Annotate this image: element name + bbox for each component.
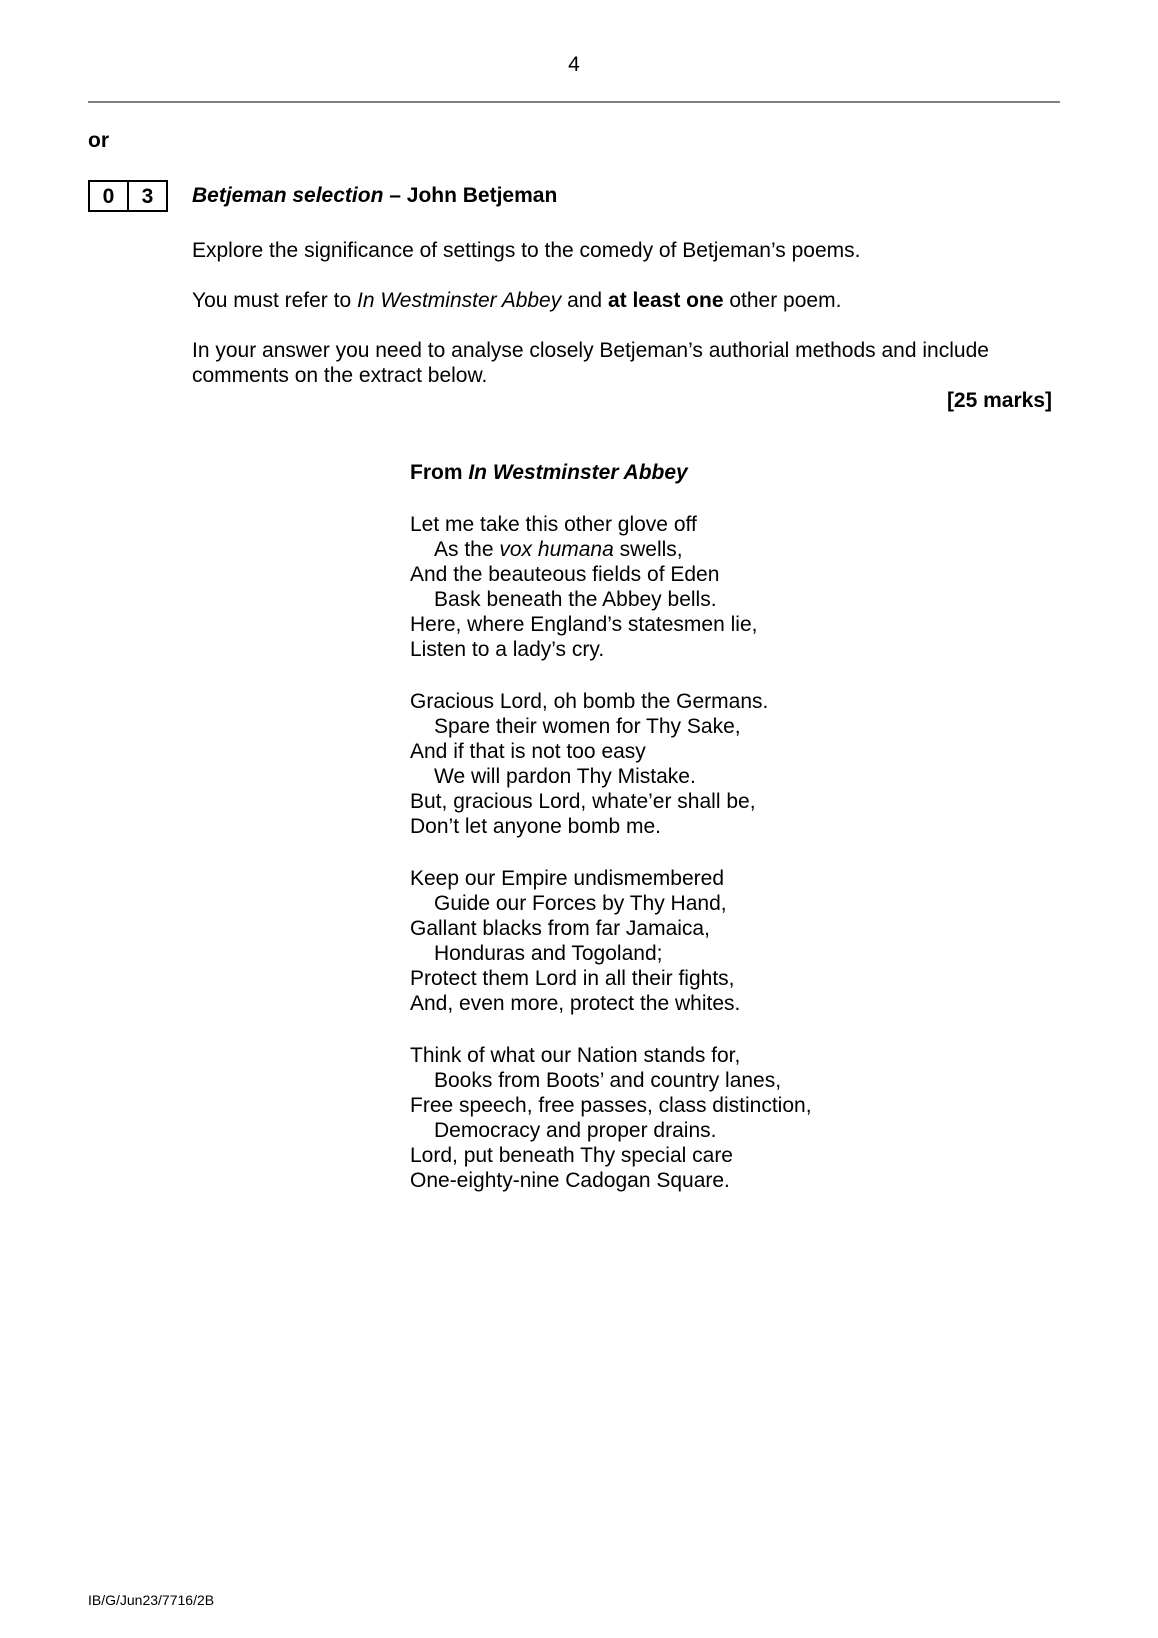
paper-reference-code: IB/G/Jun23/7716/2B (88, 1592, 215, 1608)
instruction-3-line-2: comments on the extract below. (192, 364, 488, 387)
poem-stanza-1 (410, 512, 812, 662)
poem-line: Listen to a lady’s cry. (410, 638, 605, 661)
header-rule (88, 101, 1060, 103)
instruction-2-mid: and (561, 289, 608, 312)
poem-line: Free speech, free passes, class distinction, (410, 1094, 812, 1117)
poem-stanza-2 (410, 689, 812, 839)
question-number-box (88, 180, 168, 212)
poem-line (410, 537, 812, 562)
or-label: or (88, 129, 109, 152)
marks-label: [25 marks] (946, 389, 1052, 412)
poem-stanza-4 (410, 1043, 812, 1193)
poem-heading-prefix: From (410, 461, 469, 484)
question-title-author: John Betjeman (406, 184, 558, 207)
poem-line: Guide our Forces by Thy Hand, (434, 892, 727, 915)
poem-heading (410, 460, 812, 485)
instruction-2-pre: You must refer to (192, 289, 357, 312)
instruction-2-work-title: In Westminster Abbey (356, 289, 562, 312)
poem-line: And, even more, protect the whites. (410, 992, 741, 1015)
poem-line: Here, where England’s statesmen lie, (410, 613, 758, 636)
page-number: 4 (568, 53, 580, 76)
poem-line: But, gracious Lord, whate’er shall be, (410, 790, 756, 813)
poem-line: And the beauteous fields of Eden (410, 563, 720, 586)
poem-heading-work-title: In Westminster Abbey (468, 461, 688, 484)
poem-line: Don’t let anyone bomb me. (410, 815, 661, 838)
instruction-2-emphasis: at least one (607, 289, 724, 312)
poem-line: Lord, put beneath Thy special care (410, 1144, 733, 1167)
question-instruction-2 (192, 288, 1052, 313)
poem-line: One-eighty-nine Cadogan Square. (410, 1169, 730, 1192)
question-title-separator: – (383, 184, 407, 207)
poem-line: We will pardon Thy Mistake. (434, 765, 696, 788)
question-instruction-1: Explore the significance of settings to the comedy of Betjeman’s poems. (192, 239, 861, 262)
poem-line: Keep our Empire undismembered (410, 867, 724, 890)
question-number-digit-1: 0 (102, 184, 115, 208)
instruction-3-line-1: In your answer you need to analyse closely Betjeman’s authorial methods and include (192, 339, 989, 362)
poem-extract (410, 460, 812, 1220)
poem-line: Think of what our Nation stands for, (410, 1044, 741, 1067)
poem-line: Gracious Lord, oh bomb the Germans. (410, 690, 769, 713)
question-title (192, 183, 557, 208)
question-number-digit-2: 3 (127, 182, 166, 210)
question-instruction-3 (192, 338, 1052, 388)
poem-line-post: swells, (613, 538, 683, 561)
poem-line: Let me take this other glove off (410, 513, 697, 536)
poem-line-pre: As the (434, 538, 500, 561)
poem-line: Democracy and proper drains. (434, 1119, 717, 1142)
poem-line: Protect them Lord in all their fights, (410, 967, 735, 990)
poem-line: And if that is not too easy (410, 740, 646, 763)
poem-line: Honduras and Togoland; (434, 942, 663, 965)
instruction-2-post: other poem. (723, 289, 842, 312)
poem-line: Bask beneath the Abbey bells. (434, 588, 717, 611)
poem-line: Spare their women for Thy Sake, (434, 715, 741, 738)
poem-line: Books from Boots’ and country lanes, (434, 1069, 782, 1092)
poem-line: Gallant blacks from far Jamaica, (410, 917, 710, 940)
poem-line-latin-phrase: vox humana (499, 538, 614, 561)
poem-stanza-3 (410, 866, 812, 1016)
question-title-selection: Betjeman selection (192, 184, 384, 207)
